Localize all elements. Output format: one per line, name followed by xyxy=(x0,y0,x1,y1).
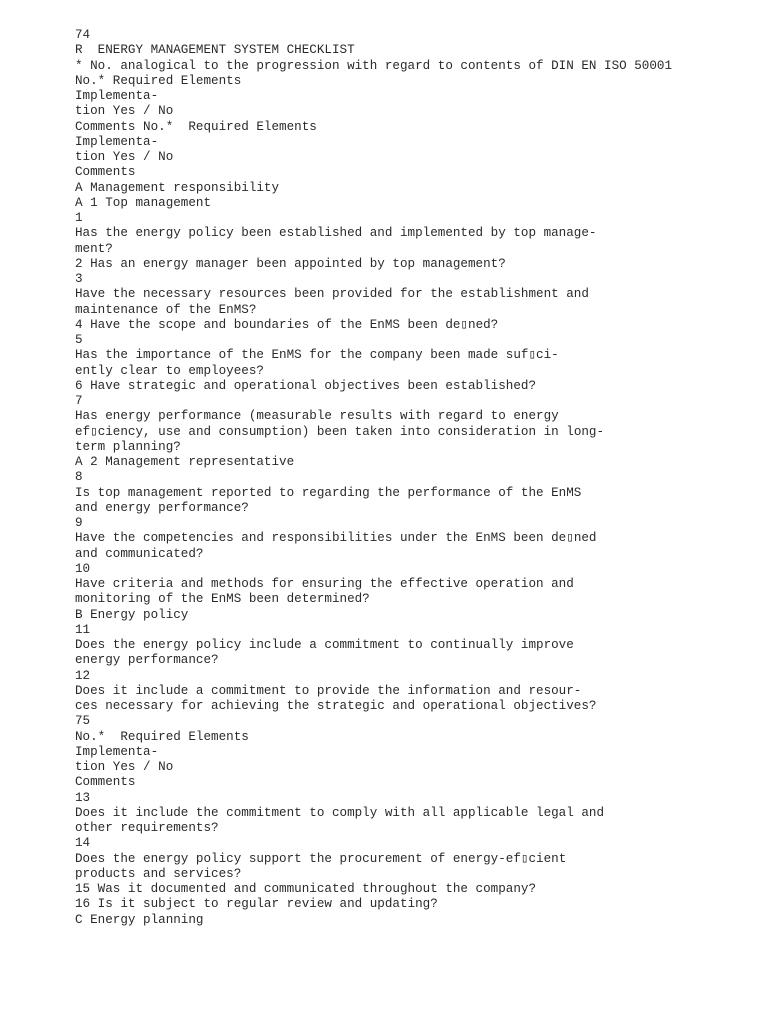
text-line: Comments xyxy=(75,165,136,180)
text-line: Has energy performance (measurable results with regard to energy xyxy=(75,409,559,424)
text-line: No.* Required Elements xyxy=(75,73,242,88)
text-line: 12 xyxy=(75,668,91,683)
text-line: Has the importance of the EnMS for the company been made suf▯ci- xyxy=(75,348,559,363)
text-line: Have the necessary resources been provided for the establishment and xyxy=(75,287,589,302)
text-line: 3 xyxy=(75,272,83,286)
text-line: Does the energy policy include a commitment to continually improve xyxy=(75,638,574,652)
text-line: 6 Have strategic and operational objectives been established? xyxy=(75,378,537,393)
text-line: 10 xyxy=(75,561,91,576)
text-line: Implementa- xyxy=(75,744,159,759)
text-line: A 1 Top management xyxy=(75,195,212,210)
text-line: monitoring of the EnMS been determined? xyxy=(75,592,370,607)
text-line: R ENERGY MANAGEMENT SYSTEM CHECKLIST xyxy=(75,43,355,58)
text-line: 7 xyxy=(75,394,83,408)
text-line: tion Yes / No xyxy=(75,150,174,164)
text-line: 9 xyxy=(75,516,83,530)
text-line: Comments No.* Required Elements xyxy=(75,119,317,134)
text-line: No.* Required Elements xyxy=(75,729,249,744)
text-line: 2 Has an energy manager been appointed by top management? xyxy=(75,256,506,271)
text-line: other requirements? xyxy=(75,821,219,835)
text-line: Comments xyxy=(75,775,136,790)
text-line: 11 xyxy=(75,622,91,637)
text-line: products and services? xyxy=(75,866,242,881)
text-line: 14 xyxy=(75,836,91,851)
text-line: ces necessary for achieving the strategic and operational objectives? xyxy=(75,699,597,713)
text-line: Implementa- xyxy=(75,89,159,103)
text-line: and communicated? xyxy=(75,546,204,561)
checklist-text-body xyxy=(75,28,672,928)
text-line: Is top management reported to regarding the performance of the EnMS xyxy=(75,485,582,500)
text-line: 16 Is it subject to regular review and updating? xyxy=(75,897,438,912)
text-line: tion Yes / No xyxy=(75,104,174,119)
text-line: ef▯ciency, use and consumption) been taken into consideration in long- xyxy=(75,424,605,439)
text-line: A Management responsibility xyxy=(75,180,280,195)
text-line: C Energy planning xyxy=(75,912,204,927)
text-line: Does it include the commitment to comply with all applicable legal and xyxy=(75,805,605,820)
text-line: term planning? xyxy=(75,439,181,454)
text-line: ment? xyxy=(75,241,113,256)
text-line: 75 xyxy=(75,714,91,729)
text-line: B Energy policy xyxy=(75,607,189,622)
text-line: Does the energy policy support the procurement of energy-ef▯cient xyxy=(75,851,567,866)
text-line: A 2 Management representative xyxy=(75,455,295,469)
text-line: Has the energy policy been established and implemented by top manage- xyxy=(75,226,597,241)
text-line: 13 xyxy=(75,790,91,805)
text-line: Implementa- xyxy=(75,134,159,149)
text-line: maintenance of the EnMS? xyxy=(75,302,257,317)
text-line: 5 xyxy=(75,333,83,347)
text-line: * No. analogical to the progression with regard to contents of DIN EN ISO 50001 xyxy=(75,58,673,73)
text-line: tion Yes / No xyxy=(75,760,174,774)
text-line: 1 xyxy=(75,211,83,225)
text-line: Have the competencies and responsibilities under the EnMS been de▯ned xyxy=(75,531,597,546)
text-line: ently clear to employees? xyxy=(75,363,264,378)
text-line: 74 xyxy=(75,28,91,42)
text-line: Have criteria and methods for ensuring the effective operation and xyxy=(75,577,574,591)
text-line: 15 Was it documented and communicated throughout the company? xyxy=(75,882,537,896)
text-line: and energy performance? xyxy=(75,500,249,515)
text-line: 8 xyxy=(75,470,83,485)
text-line: energy performance? xyxy=(75,653,219,668)
text-line: Does it include a commitment to provide the information and resour- xyxy=(75,683,582,698)
text-line: 4 Have the scope and boundaries of the EnMS been de▯ned? xyxy=(75,317,499,332)
